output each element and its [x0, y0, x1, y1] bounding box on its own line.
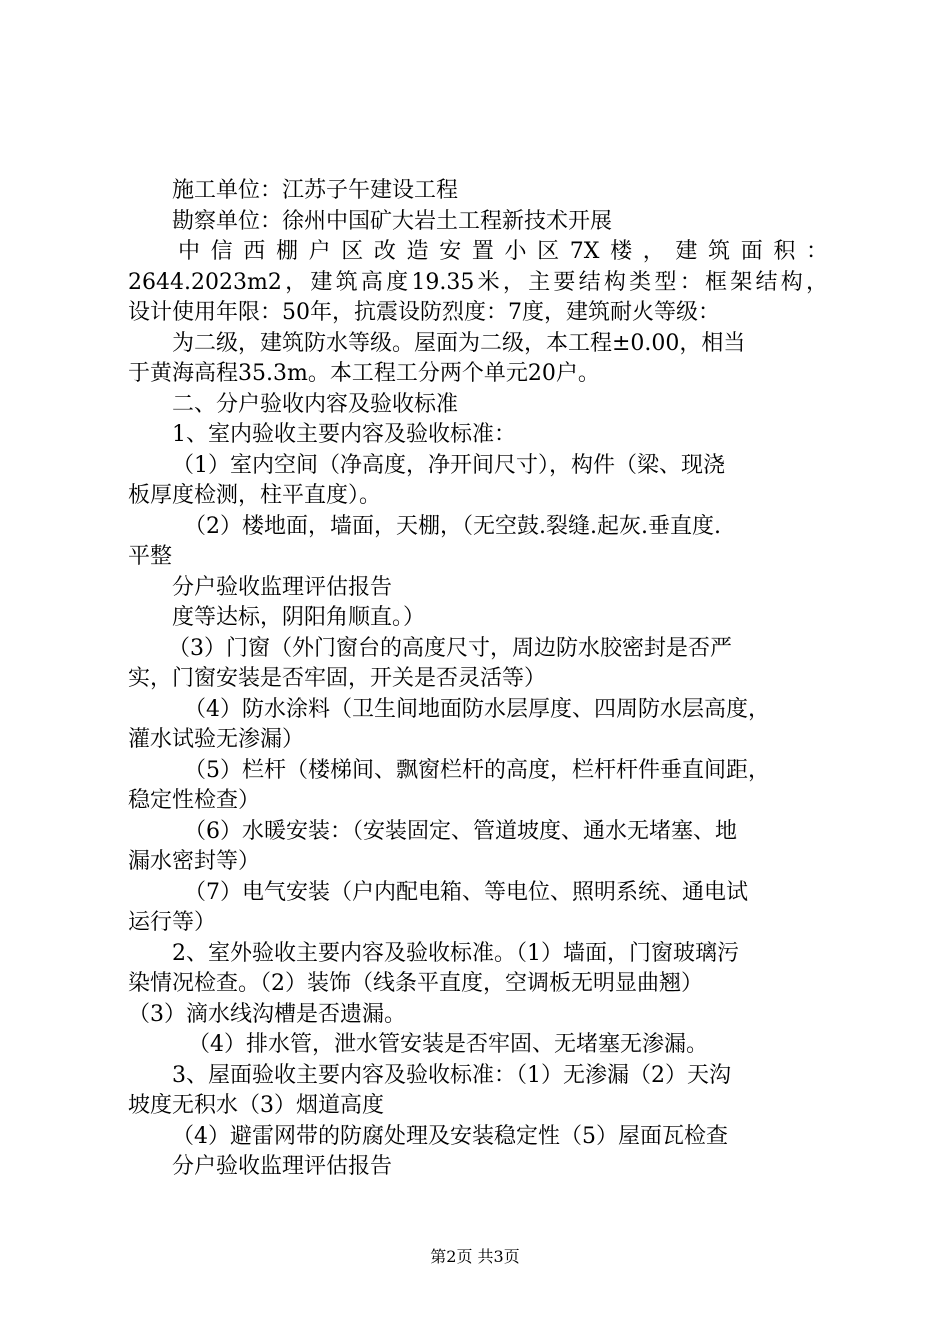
- text-line: 施工单位：江苏子午建设工程: [172, 178, 459, 203]
- text-line: 漏水密封等）: [128, 849, 261, 874]
- section-heading: 二、分户验收内容及验收标准: [172, 391, 459, 417]
- text-line: （5）栏杆（楼梯间、飘窗栏杆的高度，栏杆杆件垂直间距，: [184, 757, 770, 783]
- subsection-heading: 1、室内验收主要内容及验收标准：: [172, 422, 516, 447]
- text-line: 2644.2023m2，建筑高度19.35米，主要结构类型：框架结构，: [128, 269, 828, 295]
- report-title: 分户验收监理评估报告: [172, 1154, 393, 1179]
- subsection-heading: 3、屋面验收主要内容及验收标准：（1）无渗漏（2）天沟: [172, 1062, 731, 1088]
- text-line: （6）水暖安装：（安装固定、管道坡度、通水无堵塞、地: [184, 818, 737, 844]
- text-line: 中信西棚户区改造安置小区7X楼，建筑面积：: [178, 239, 828, 264]
- text-line: （4）防水涂料（卫生间地面防水层厚度、四周防水层高度，: [184, 696, 770, 722]
- text-line: （2）楼地面，墙面，天棚，（无空鼓.裂缝.起灰.垂直度.: [184, 513, 721, 539]
- text-line: （4）避雷网带的防腐处理及安装稳定性（5）屋面瓦检查: [172, 1123, 728, 1149]
- text-line: 坡度无积水（3）烟道高度: [128, 1093, 384, 1118]
- page-footer: [0, 1244, 950, 1267]
- text-line: 稳定性检查）: [128, 788, 261, 813]
- subsection-heading: 2、室外验收主要内容及验收标准。（1）墙面，门窗玻璃污: [172, 940, 739, 966]
- text-line: （7）电气安装（户内配电箱、等电位、照明系统、通电试: [184, 879, 748, 905]
- text-line: 染情况检查。（2）装饰（线条平直度，空调板无明显曲翘）: [128, 971, 703, 996]
- text-line: 度等达标，阴阳角顺直。）: [172, 605, 426, 630]
- text-line: （3）滴水线沟槽是否遗漏。: [128, 1001, 406, 1027]
- text-line: （1）室内空间（净高度，净开间尺寸），构件（梁、现浇: [172, 452, 725, 478]
- text-line: 实，门窗安装是否牢固，开关是否灵活等）: [128, 666, 547, 691]
- page-number: 第2页 共3页: [430, 1247, 520, 1266]
- text-line: （3）门窗（外门窗台的高度尺寸，周边防水胶密封是否严: [168, 635, 732, 661]
- text-line: （4）排水管，泄水管安装是否牢固、无堵塞无渗漏。: [188, 1032, 708, 1057]
- text-line: 设计使用年限：50年，抗震设防烈度：7度，建筑耐火等级：: [128, 300, 720, 325]
- text-line: 灌水试验无渗漏）: [128, 727, 305, 752]
- text-line: 为二级，建筑防水等级。屋面为二级，本工程±0.00，相当: [172, 330, 746, 356]
- text-line: 板厚度检测，柱平直度）。: [128, 483, 382, 508]
- document-body: [128, 176, 828, 1183]
- report-title: 分户验收监理评估报告: [172, 574, 393, 600]
- text-line: 勘察单位：徐州中国矿大岩土工程新技术开展: [172, 208, 613, 234]
- text-line: 运行等）: [128, 910, 217, 935]
- text-line: 于黄海高程35.3m。本工程工分两个单元20户。: [128, 361, 600, 386]
- text-line: 平整: [128, 544, 173, 569]
